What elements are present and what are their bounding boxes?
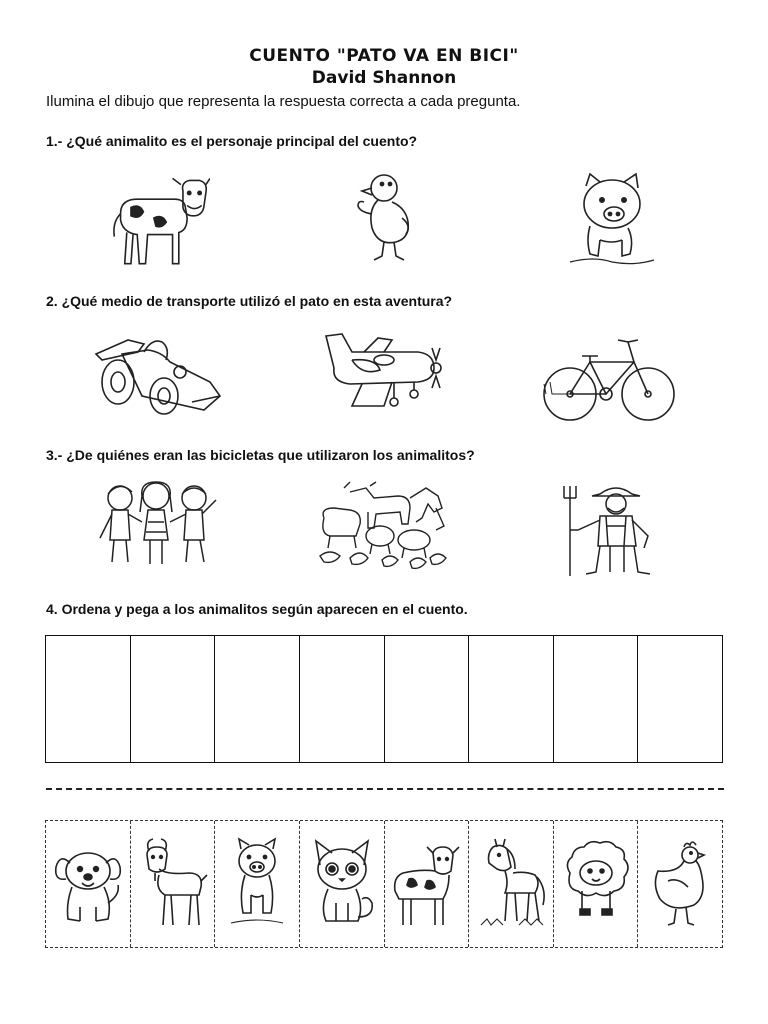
- hen-drawing: [644, 833, 716, 937]
- question-1: 1.- ¿Qué animalito es el personaje principal del cuento?: [46, 133, 418, 149]
- cutout-sheep[interactable]: [554, 821, 639, 947]
- cutout-pig[interactable]: [215, 821, 300, 947]
- horse-drawing: [475, 833, 547, 937]
- order-box-8[interactable]: [638, 636, 722, 762]
- pig-drawing[interactable]: [564, 170, 660, 268]
- instructions-text: Ilumina el dibujo que representa la respuesta correcta a cada pregunta.: [46, 93, 521, 110]
- order-box-7[interactable]: [554, 636, 639, 762]
- farm-animals-drawing[interactable]: [310, 478, 452, 572]
- cutout-strip: [45, 820, 723, 948]
- order-box-5[interactable]: [385, 636, 470, 762]
- cow-drawing[interactable]: [106, 168, 210, 272]
- pig-drawing: [221, 833, 293, 937]
- dog-drawing: [52, 833, 124, 937]
- order-box-4[interactable]: [300, 636, 385, 762]
- race-car-drawing[interactable]: [92, 330, 224, 416]
- worksheet-title: CUENTO "PATO VA EN BICI": [249, 46, 519, 66]
- cut-line: [46, 788, 724, 790]
- question-2: 2. ¿Qué medio de transporte utilizó el pato en esta aventura?: [46, 293, 453, 309]
- bicycle-drawing[interactable]: [542, 334, 676, 426]
- cutout-hen[interactable]: [638, 821, 722, 947]
- worksheet-author: David Shannon: [311, 68, 457, 88]
- order-box-6[interactable]: [469, 636, 554, 762]
- airplane-drawing[interactable]: [322, 330, 446, 410]
- order-box-3[interactable]: [215, 636, 300, 762]
- order-grid: [45, 635, 723, 763]
- question-4: 4. Ordena y pega a los animalitos según aparecen en el cuento.: [46, 601, 468, 617]
- goat-drawing: [137, 833, 209, 937]
- children-drawing[interactable]: [98, 478, 218, 570]
- cutout-cow[interactable]: [385, 821, 470, 947]
- order-box-2[interactable]: [131, 636, 216, 762]
- sheep-drawing: [560, 833, 632, 937]
- cutout-goat[interactable]: [131, 821, 216, 947]
- cutout-dog[interactable]: [46, 821, 131, 947]
- cat-drawing: [306, 833, 378, 937]
- duck-drawing[interactable]: [346, 168, 416, 264]
- cutout-horse[interactable]: [469, 821, 554, 947]
- cutout-cat[interactable]: [300, 821, 385, 947]
- question-3: 3.- ¿De quiénes eran las bicicletas que utilizaron los animalitos?: [46, 447, 475, 463]
- farmer-drawing[interactable]: [556, 480, 660, 578]
- cow-drawing: [391, 833, 463, 937]
- order-box-1[interactable]: [46, 636, 131, 762]
